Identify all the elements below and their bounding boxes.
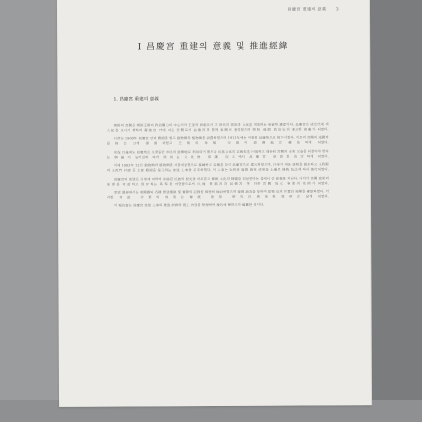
paragraph: 이에 1983年 12月 動物園과 植物園을 서울대공원으로 移轉하고 名稱을 다시 昌慶宮으로 還元하였으며, 日帝가 세운 建物을 撤去하고 文政殿과 文政門 回廊 등 主要 殿閣을 復元하는 重建 工事를 着手하였다. 이 工事는 史料와 發掘 調査 成果를 土臺로 傳統 技法에 따라 施行되었다. (106, 162, 329, 173)
body-text (107, 122, 329, 212)
section-heading: 1. 昌慶宮 重建의 意義 (113, 97, 159, 103)
page-number: 3 (336, 6, 340, 12)
paragraph: 昌慶宮의 重建은 日帝에 의하여 歪曲된 民族의 歷史를 바로잡고 傳統 文化의 精髓를 되살린다는 점에서 큰 意義를 지닌다. 나아가 宮闕 建築의 原形을 考證하고 保存하는 基準을 마련함으로써 以後 景福宮과 昌德宮 等 다른 宮闕 復元 事業의 先例가 되었다. (106, 175, 329, 187)
running-head (287, 6, 339, 12)
chapter-title: Ⅰ 昌慶宮 重建의 意義 및 推進經緯 (137, 41, 289, 53)
paragraph: 朝鮮의 宮闕은 朝鮮王朝의 政治權力의 中心이자 王室의 居處로서 그 時代의 建築과 文化를 대표하는 重要한 遺産이다. 昌慶宮은 成宗代에 세 大妃를 모시기 위하여 壽康宮 터에 지은 宮闕로서 昌德宮과 함께 東闕로 불리었으며 朝鮮 後期 政治史의 중요한 舞臺가 되었다. (106, 122, 329, 133)
running-head-text: 昌慶宮 重建의 意義 (287, 6, 327, 12)
background-right (370, 0, 422, 422)
book-page (57, 0, 371, 407)
paragraph: 日帝는 1909年 昌慶宮 안의 殿閣을 헐고 動物園과 植物園을 設置하였으며 1911年에는 이름을 昌慶苑으로 格下시켰다. 이로써 宮闕의 威嚴과 品格은 크게 損傷되었고 王朝의 象徵 空間이 遊園地로 轉落하게 되었다. (106, 135, 329, 146)
background-left (0, 0, 62, 422)
paragraph: 重建 過程에서는 東闕圖와 各種 營建儀軌 및 實錄의 記錄을 綿密히 檢討하였으며 發掘 調査를 통하여 建物 址의 位置와 規模를 確認하였다. 이러한 考證 作業의 成果는 傳統 建築 硏究의 貴重한 資料로 남게 되었다. (106, 189, 329, 200)
paragraph: 이 報告書는 昌慶宮 重建 工事의 推進 經緯와 施工 內容을 整理하여 後代에 傳하고자 編纂한 것이다. (114, 203, 265, 208)
paragraph: 光復 以後에도 昌慶苑은 오랫동안 市民의 遊園地로 利用되어 왔으나 民族文化의 正統性을 回復하고 훼손된 宮闕의 本來 모습을 되찾아야 한다는 輿論이 높아짐에 따라 政府는 文化財 保護 次元에서 昌慶宮 重建을 決定하게 되었다. (106, 149, 329, 160)
